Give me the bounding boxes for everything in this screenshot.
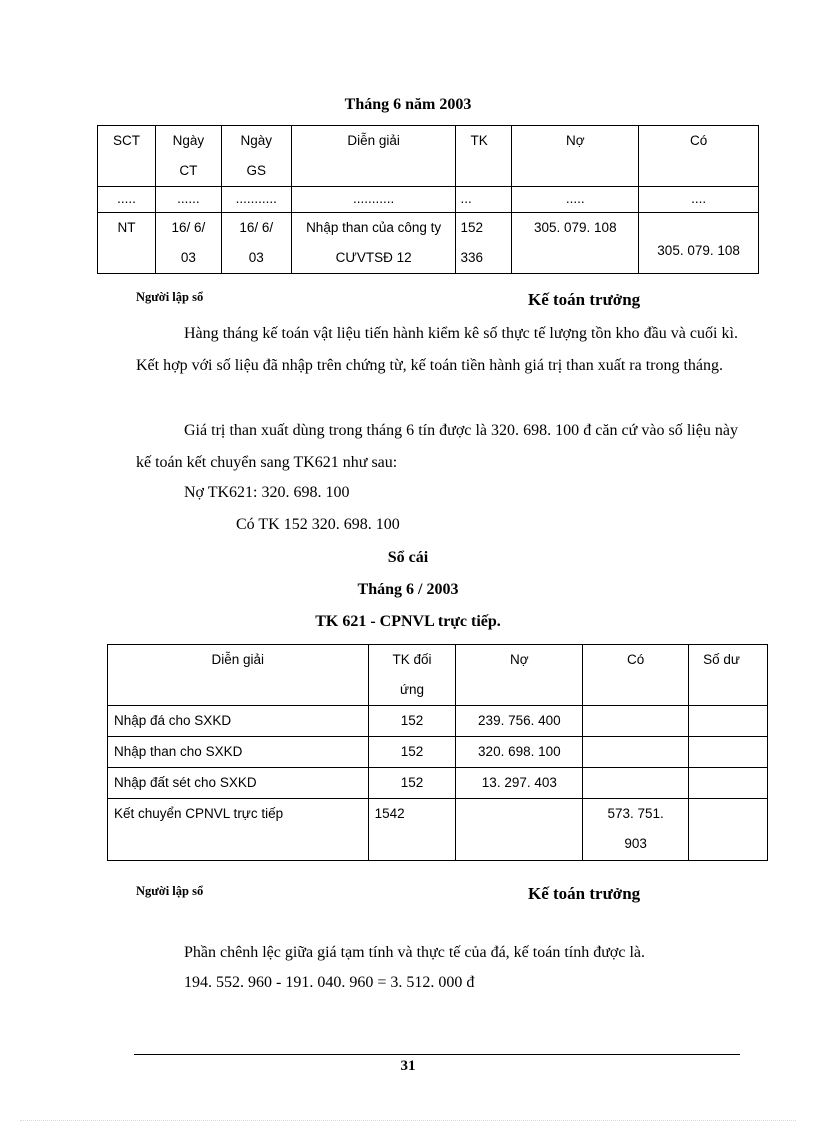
table-cell: ... bbox=[456, 187, 512, 213]
signature-preparer: Người lập sổ bbox=[136, 290, 204, 304]
table1-title: Tháng 6 năm 2003 bbox=[344, 96, 472, 113]
header-sct: SCT bbox=[98, 126, 156, 187]
cell-co: 305. 079. 108 bbox=[639, 213, 759, 274]
ledger-account: TK 621 - CPNVL trực tiếp. bbox=[315, 613, 501, 630]
calculation: 194. 552. 960 - 191. 040. 960 = 3. 512. 000 đ bbox=[184, 974, 475, 991]
header-ngay-ct: Ngày CT bbox=[155, 126, 221, 187]
header-no: Nợ bbox=[456, 645, 583, 706]
page-number: 31 bbox=[400, 1058, 416, 1074]
paragraph-1: Hàng tháng kế toán vật liệu tiến hành kiểm kê số thực tế lượng tồn kho đầu và cuối kì. Kết hợp với số liệu đã nhập trên chứng từ, kế toán tiền hành giá trị than xuất ra trong tháng. bbox=[136, 325, 738, 374]
cell-du bbox=[689, 768, 768, 799]
entry-credit: Có TK 152 320. 698. 100 bbox=[236, 516, 400, 533]
paragraph-3: Phần chênh lệc giữa giá tạm tính và thực tế của đá, kế toán tính được là. bbox=[184, 944, 645, 961]
header-ngay-gs: Ngày GS bbox=[221, 126, 291, 187]
signature-preparer: Người lập sổ bbox=[136, 884, 204, 898]
cell-co: 573. 751. 903 bbox=[583, 799, 689, 861]
table-cell: .... bbox=[639, 187, 759, 213]
page-edge bbox=[20, 1120, 796, 1121]
table-row bbox=[98, 213, 759, 274]
cell-co bbox=[583, 706, 689, 737]
table-cell: ..... bbox=[98, 187, 156, 213]
cell-co bbox=[583, 768, 689, 799]
cell-sct: NT bbox=[98, 213, 156, 274]
paragraph-2: Giá trị than xuất dùng trong tháng 6 tín được là 320. 698. 100 đ căn cứ vào số liệu này kế toán kết chuyển sang TK621 như sau: bbox=[136, 422, 738, 471]
table-row bbox=[108, 768, 768, 799]
table-cell: ..... bbox=[512, 187, 639, 213]
header-dien-giai: Diễn giải bbox=[291, 126, 456, 187]
cell-desc: Nhập đá cho SXKD bbox=[108, 706, 369, 737]
ledger-month: Tháng 6 / 2003 bbox=[357, 581, 459, 598]
table-row bbox=[98, 187, 759, 213]
signature-chief-accountant: Kế toán trưởng bbox=[528, 884, 641, 903]
cell-tk: 152 bbox=[368, 706, 456, 737]
cell-du bbox=[689, 737, 768, 768]
cell-du bbox=[689, 706, 768, 737]
cell-no: 305. 079. 108 bbox=[512, 213, 639, 274]
cell-ngay-gs: 16/ 6/ 03 bbox=[221, 213, 291, 274]
header-co: Có bbox=[639, 126, 759, 187]
table-row bbox=[108, 706, 768, 737]
header-no: Nợ bbox=[512, 126, 639, 187]
cell-tk: 152 bbox=[368, 737, 456, 768]
ledger-table bbox=[107, 644, 768, 861]
table-cell: ...... bbox=[155, 187, 221, 213]
cell-tk: 152 336 bbox=[456, 213, 512, 274]
table-header-row bbox=[108, 645, 768, 706]
cell-no: 239. 756. 400 bbox=[456, 706, 583, 737]
cell-co bbox=[583, 737, 689, 768]
signature-chief-accountant: Kế toán trưởng bbox=[528, 290, 641, 309]
header-co: Có bbox=[583, 645, 689, 706]
cell-dien-giai: Nhập than của công ty CƯVTSĐ 12 bbox=[291, 213, 456, 274]
cell-desc: Nhập đất sét cho SXKD bbox=[108, 768, 369, 799]
table-row bbox=[108, 737, 768, 768]
table-cell: ........... bbox=[291, 187, 456, 213]
table-header-row bbox=[98, 126, 759, 187]
footer-divider bbox=[134, 1054, 740, 1055]
cell-no: 320. 698. 100 bbox=[456, 737, 583, 768]
table-cell: ........... bbox=[221, 187, 291, 213]
cell-no: 13. 297. 403 bbox=[456, 768, 583, 799]
cell-du bbox=[689, 799, 768, 861]
ledger-title: Sổ cái bbox=[387, 549, 429, 566]
header-tk-doi-ung: TK đối ứng bbox=[368, 645, 456, 706]
table-row bbox=[108, 799, 768, 861]
header-tk: TK bbox=[456, 126, 512, 187]
journal-table bbox=[97, 125, 759, 274]
header-dien-giai: Diễn giải bbox=[108, 645, 369, 706]
cell-tk: 152 bbox=[368, 768, 456, 799]
cell-desc: Nhập than cho SXKD bbox=[108, 737, 369, 768]
cell-ngay-ct: 16/ 6/ 03 bbox=[155, 213, 221, 274]
entry-debit: Nợ TK621: 320. 698. 100 bbox=[184, 484, 350, 501]
cell-no bbox=[456, 799, 583, 861]
cell-desc: Kết chuyển CPNVL trực tiếp bbox=[108, 799, 369, 861]
header-so-du: Số dư bbox=[689, 645, 768, 706]
cell-tk: 1542 bbox=[368, 799, 456, 861]
